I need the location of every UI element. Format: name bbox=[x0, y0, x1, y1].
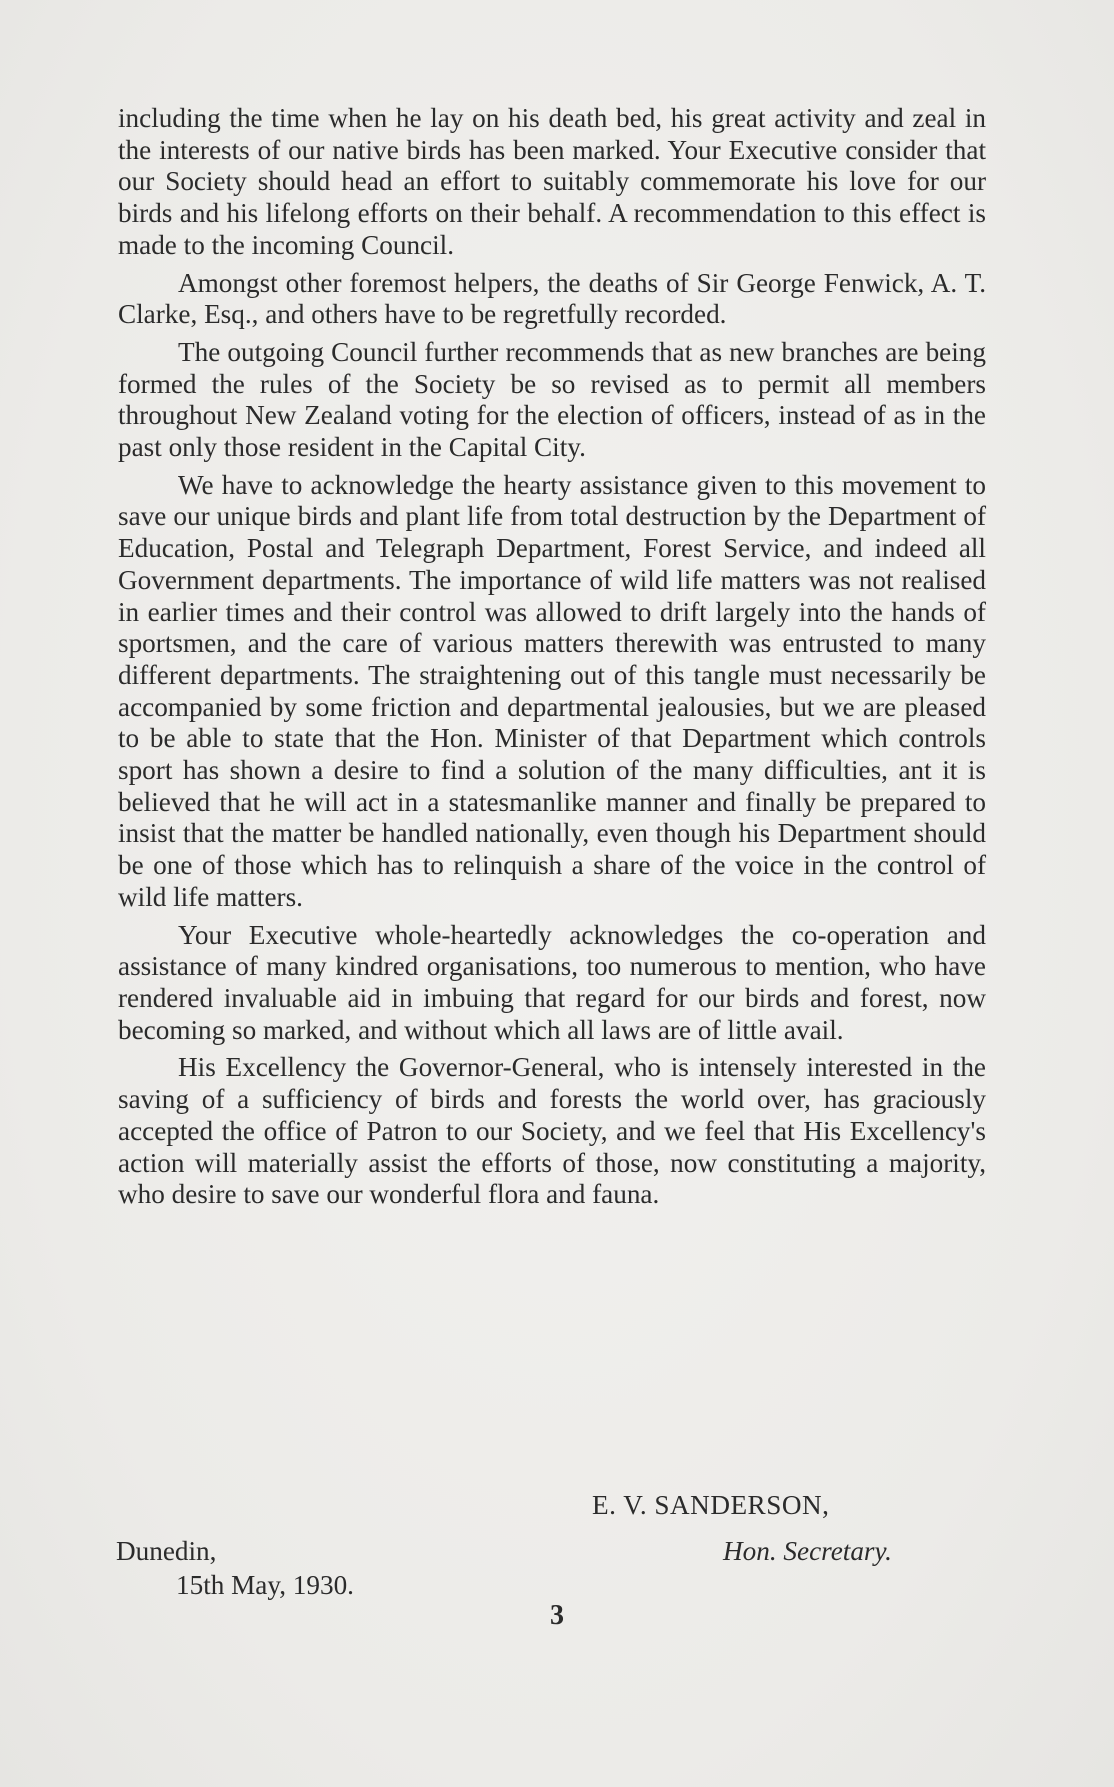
signature-block bbox=[0, 1490, 1114, 1610]
body-text bbox=[118, 103, 986, 1217]
signatory-title: Hon. Secretary. bbox=[723, 1536, 892, 1566]
signatory-name: E. V. SANDERSON, bbox=[592, 1490, 830, 1520]
paragraph-5: Your Executive whole-heartedly acknowledges the co-operation and assistance of many kindred organisations, too numerous to mention, who have rendered invaluable aid in imbuing that regard for our birds and forest, now becoming so marked, and without which all laws are of little avail. bbox=[118, 919, 986, 1045]
paragraph-3: The outgoing Council further recommends that as new branches are being formed the rules of the Society be so revised as to permit all members throughout New Zealand voting for the election of officers, instead of as in the past only those resident in the Capital City. bbox=[118, 336, 986, 463]
paragraph-1: including the time when he lay on his death bed, his great activity and zeal in the interests of our native birds has been marked. Your Executive consider that our Society should head an effort to suitably commemorate his love for our birds and his lifelong efforts on their behalf. A recommendation to this effect is made to the incoming Council. bbox=[118, 103, 986, 260]
paragraph-2: Amongst other foremost helpers, the deaths of Sir George Fenwick, A. T. Clarke, Esq., and others have to be regretfully recorded. bbox=[118, 267, 986, 330]
paragraph-6: His Excellency the Governor-General, who is intensely interested in the saving of a sufficiency of birds and forests the world over, has graciously accepted the office of Patron to our Society, and we feel that His Excellency's action will materially assist the efforts of those, now constituting a majority, who desire to save our wonderful flora and fauna. bbox=[118, 1052, 986, 1210]
signature-date: 15th May, 1930. bbox=[176, 1570, 354, 1600]
page-number: 3 bbox=[550, 1600, 564, 1631]
paragraph-4: We have to acknowledge the hearty assistance given to this movement to save our unique birds and plant life from total destruction by the Department of Education, Postal and Telegraph Department, Forest Service, and indeed all Government departments. The importance of wild life matters was not realised in earlier times and their control was allowed to drift largely into the hands of sportsmen, and the care of various matters therewith was entrusted to many different departments. The straightening out of this tangle must necessarily be accompanied by some friction and departmental jealousies, but we are pleased to be able to state that the Hon. Minister of that Department which controls sport has shown a desire to find a solution of the many difficulties, ant it is believed that he will act in a statesmanlike manner and finally be prepared to insist that the matter be handled nationally, even though his Department should be one of those which has to relinquish a share of the voice in the control of wild life matters. bbox=[118, 469, 986, 912]
signature-place: Dunedin, bbox=[116, 1536, 217, 1566]
